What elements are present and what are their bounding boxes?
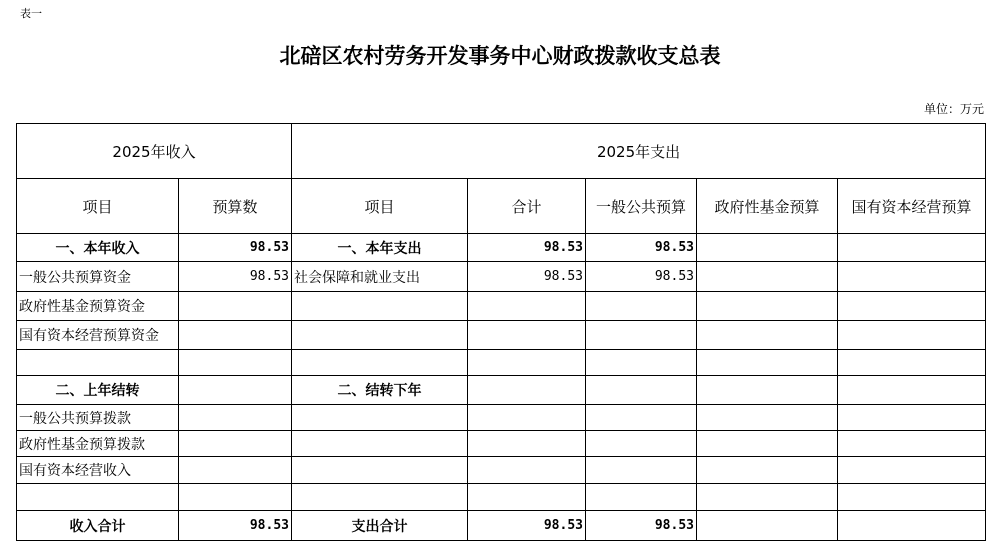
- table-row: [17, 405, 986, 431]
- income-item-cell: 一般公共预算拨款: [17, 405, 179, 431]
- column-header-row: [17, 179, 986, 234]
- income-item-cell: 一、本年收入: [17, 234, 179, 262]
- page-title: 北碚区农村劳务开发事务中心财政拨款收支总表: [279, 43, 721, 68]
- expense-group-header: 2025年支出: [292, 124, 986, 179]
- col-income-budget: 预算数: [179, 179, 292, 234]
- state-capital-cell: [838, 457, 986, 484]
- state-capital-cell: [838, 262, 986, 292]
- income-value-cell: [179, 431, 292, 457]
- general-cell: [586, 292, 697, 321]
- general-cell: [586, 350, 697, 376]
- gov-fund-cell: [697, 484, 838, 511]
- col-state-capital-budget: 国有资本经营预算: [838, 179, 986, 234]
- gov-fund-cell: [697, 234, 838, 262]
- income-value-cell: [179, 292, 292, 321]
- expense-item-cell: 二、结转下年: [292, 376, 468, 405]
- income-item-cell: [17, 484, 179, 511]
- table-number-label: 表一: [20, 7, 42, 20]
- total-cell: 98.53: [468, 511, 586, 541]
- state-capital-cell: [838, 234, 986, 262]
- expense-item-cell: [292, 292, 468, 321]
- expense-item-cell: 一、本年支出: [292, 234, 468, 262]
- gov-fund-cell: [697, 405, 838, 431]
- state-capital-cell: [838, 405, 986, 431]
- income-item-cell: 国有资本经营收入: [17, 457, 179, 484]
- income-total-value: 98.53: [179, 511, 292, 541]
- general-cell: [586, 405, 697, 431]
- unit-label: 单位：万元: [923, 102, 984, 116]
- income-item-cell: 一般公共预算资金: [17, 262, 179, 292]
- expense-item-cell: [292, 321, 468, 350]
- state-capital-cell: [838, 484, 986, 511]
- income-value-cell: [179, 457, 292, 484]
- total-cell: 98.53: [468, 262, 586, 292]
- gov-fund-cell: [697, 431, 838, 457]
- total-cell: [468, 431, 586, 457]
- total-cell: [468, 292, 586, 321]
- income-value-cell: [179, 321, 292, 350]
- state-capital-cell: [838, 376, 986, 405]
- gov-fund-cell: [697, 376, 838, 405]
- total-cell: [468, 321, 586, 350]
- group-header-row: [17, 124, 986, 179]
- general-cell: [586, 376, 697, 405]
- table-row: [17, 457, 986, 484]
- expense-total-label: 支出合计: [292, 511, 468, 541]
- general-cell: [586, 457, 697, 484]
- expense-item-cell: [292, 431, 468, 457]
- general-cell: 98.53: [586, 511, 697, 541]
- income-value-cell: [179, 484, 292, 511]
- income-value-cell: [179, 350, 292, 376]
- table-row: [17, 234, 986, 262]
- totals-row: [17, 511, 986, 541]
- table-row: [17, 350, 986, 376]
- income-value-cell: 98.53: [179, 234, 292, 262]
- expense-item-cell: [292, 350, 468, 376]
- gov-fund-cell: [697, 321, 838, 350]
- expense-item-cell: 社会保障和就业支出: [292, 262, 468, 292]
- general-cell: [586, 431, 697, 457]
- col-income-item: 项目: [17, 179, 179, 234]
- total-cell: [468, 350, 586, 376]
- income-item-cell: 政府性基金预算资金: [17, 292, 179, 321]
- state-capital-cell: [838, 511, 986, 541]
- col-expense-item: 项目: [292, 179, 468, 234]
- total-cell: 98.53: [468, 234, 586, 262]
- col-total: 合计: [468, 179, 586, 234]
- general-cell: 98.53: [586, 262, 697, 292]
- income-total-label: 收入合计: [17, 511, 179, 541]
- state-capital-cell: [838, 292, 986, 321]
- income-group-header: 2025年收入: [17, 124, 292, 179]
- table-row: [17, 484, 986, 511]
- total-cell: [468, 484, 586, 511]
- col-general-budget: 一般公共预算: [586, 179, 697, 234]
- expense-item-cell: [292, 484, 468, 511]
- state-capital-cell: [838, 431, 986, 457]
- total-cell: [468, 405, 586, 431]
- total-cell: [468, 376, 586, 405]
- gov-fund-cell: [697, 350, 838, 376]
- income-item-cell: [17, 350, 179, 376]
- income-value-cell: [179, 405, 292, 431]
- income-value-cell: [179, 376, 292, 405]
- gov-fund-cell: [697, 292, 838, 321]
- table-row: [17, 431, 986, 457]
- col-gov-fund-budget: 政府性基金预算: [697, 179, 838, 234]
- expense-item-cell: [292, 457, 468, 484]
- state-capital-cell: [838, 350, 986, 376]
- table-row: [17, 292, 986, 321]
- table-row: [17, 376, 986, 405]
- state-capital-cell: [838, 321, 986, 350]
- table-row: [17, 262, 986, 292]
- gov-fund-cell: [697, 262, 838, 292]
- income-item-cell: 国有资本经营预算资金: [17, 321, 179, 350]
- general-cell: [586, 484, 697, 511]
- gov-fund-cell: [697, 511, 838, 541]
- general-cell: [586, 321, 697, 350]
- general-cell: 98.53: [586, 234, 697, 262]
- income-item-cell: 政府性基金预算拨款: [17, 431, 179, 457]
- income-value-cell: 98.53: [179, 262, 292, 292]
- income-item-cell: 二、上年结转: [17, 376, 179, 405]
- budget-summary-table: [16, 123, 986, 541]
- table-row: [17, 321, 986, 350]
- gov-fund-cell: [697, 457, 838, 484]
- expense-item-cell: [292, 405, 468, 431]
- total-cell: [468, 457, 586, 484]
